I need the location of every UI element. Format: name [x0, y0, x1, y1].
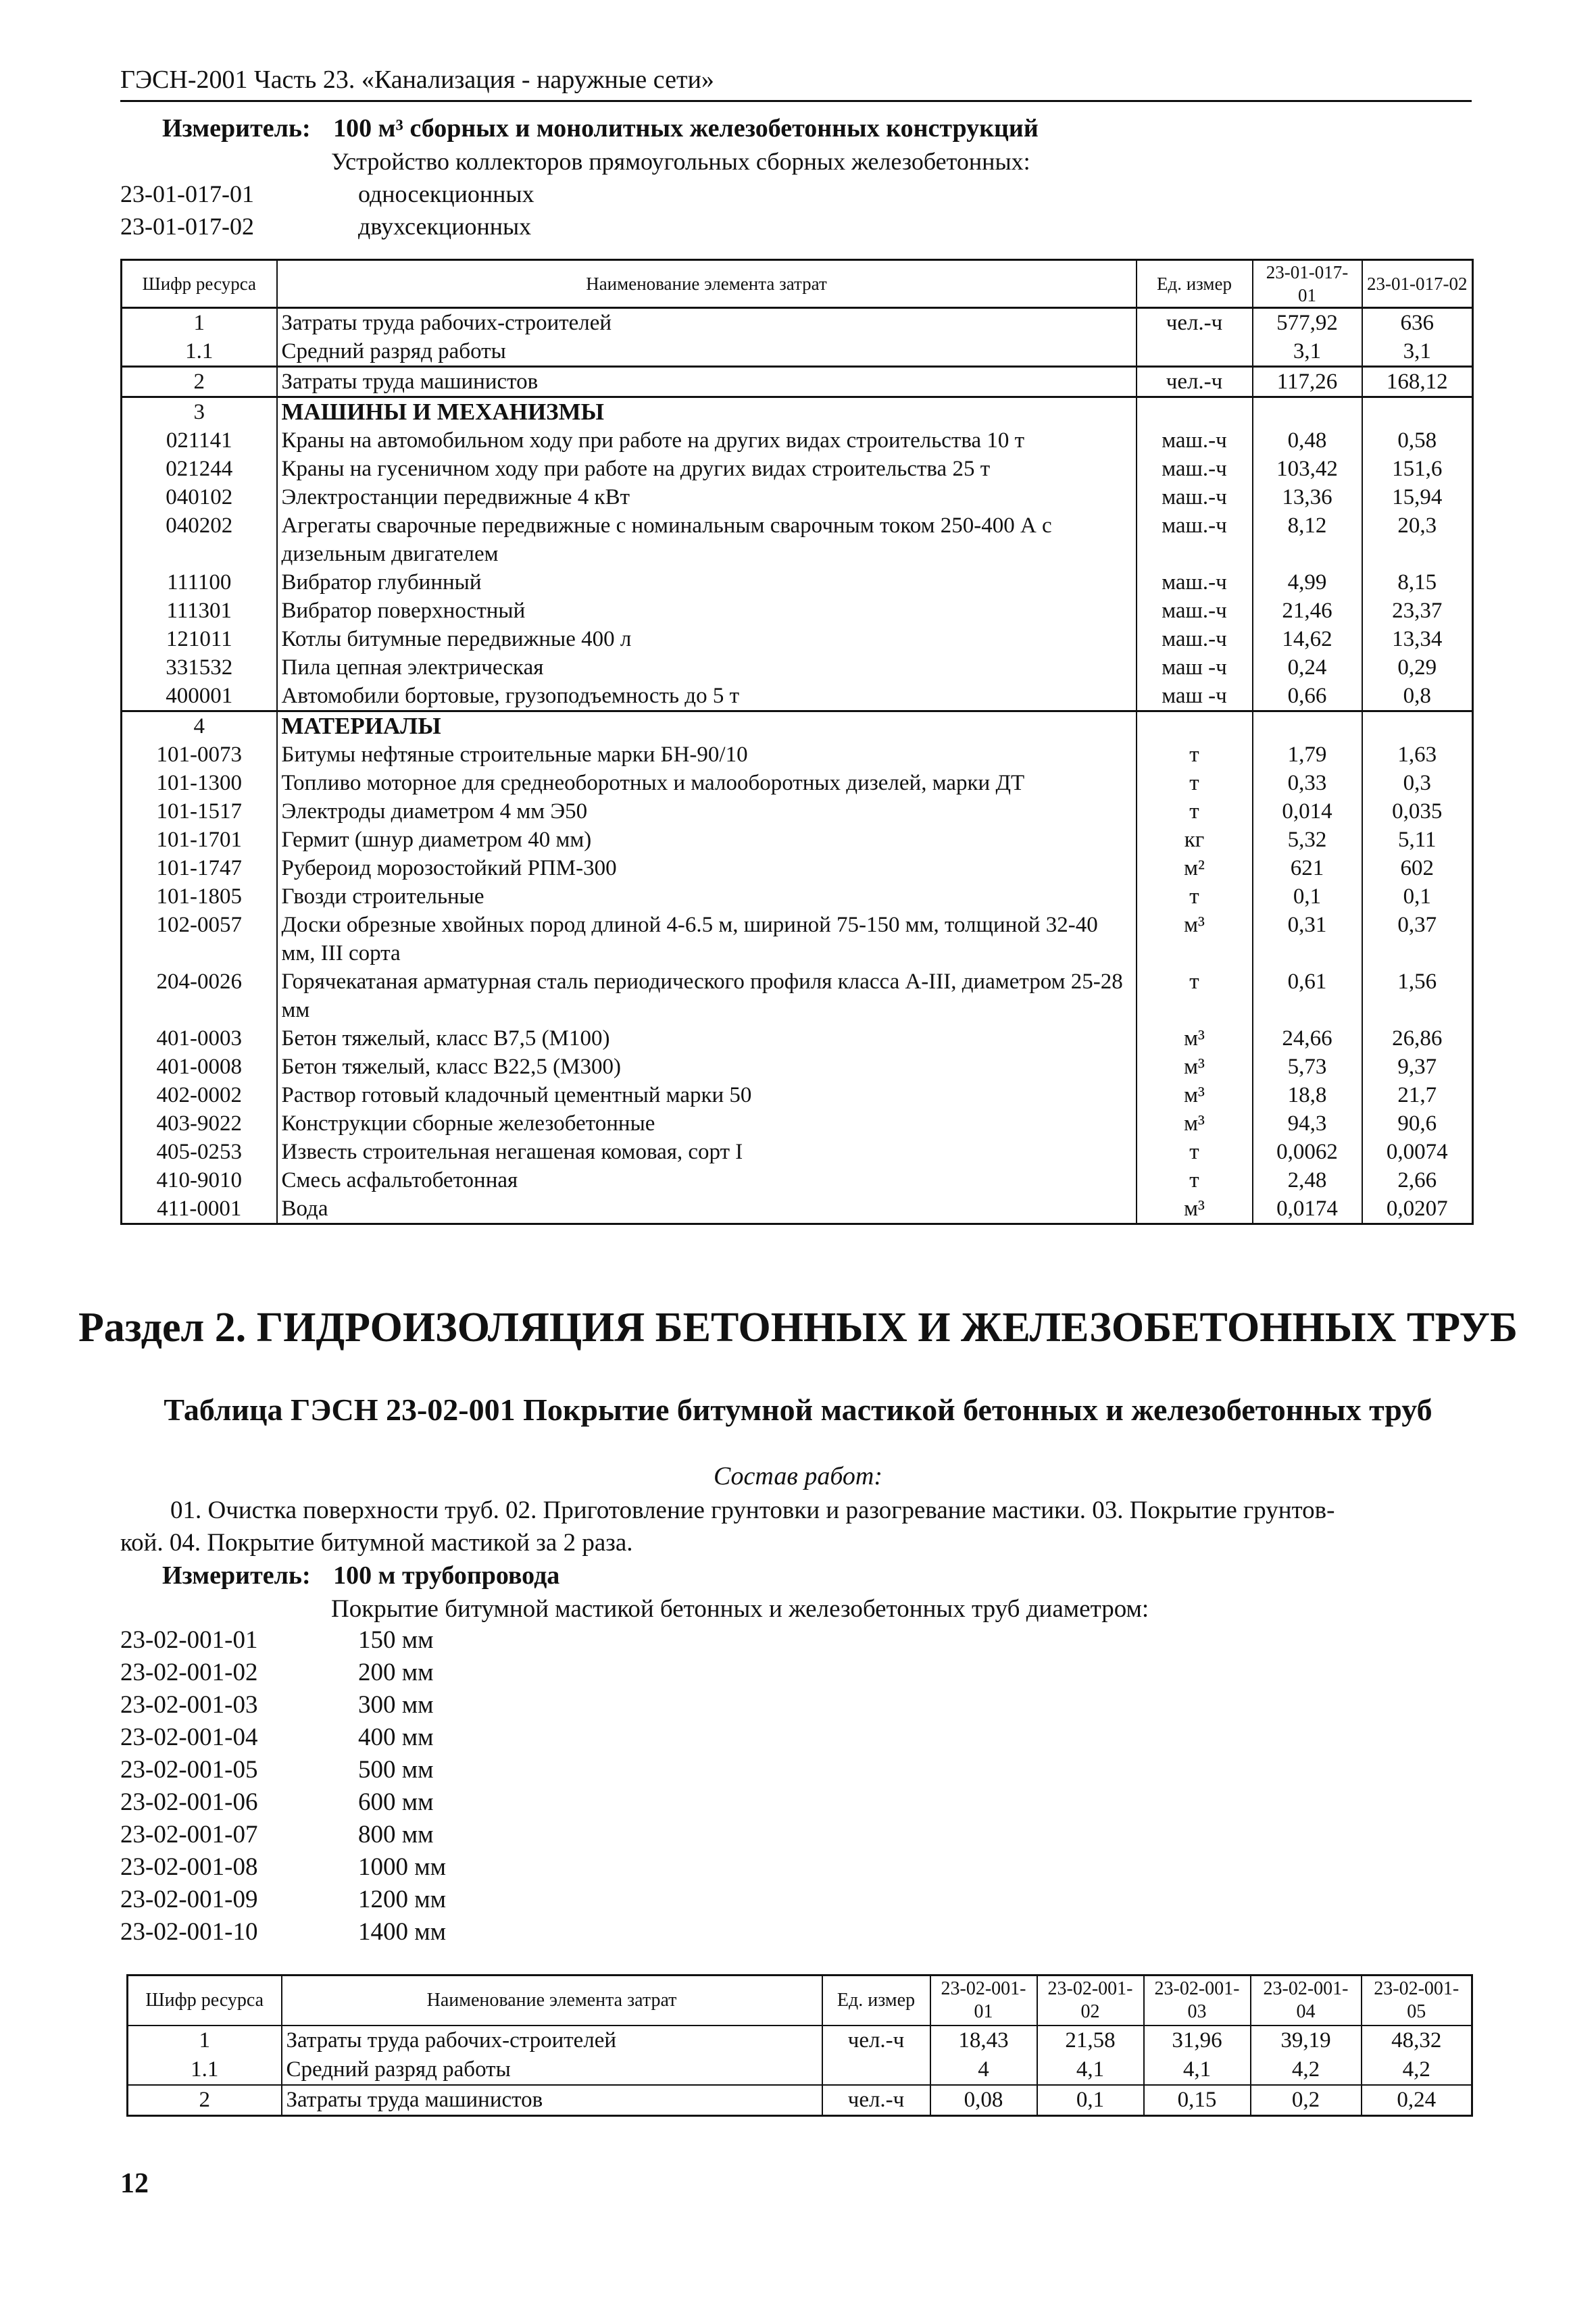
cost-element-cell: Бетон тяжелый, класс В7,5 (М100)	[277, 1024, 1137, 1053]
code-label: 23-02-001-03	[120, 1691, 258, 1719]
resource-code-cell: 101-1300	[122, 769, 277, 797]
table-row	[122, 511, 1473, 568]
code-row	[120, 1690, 728, 1719]
column-header: Наименование элемента затрат	[282, 1976, 822, 2026]
measurer-value: 100 м³ сборных и монолитных железобетонных конструкций	[333, 114, 1039, 143]
code-label: 23-02-001-07	[120, 1821, 258, 1848]
table-row	[122, 682, 1473, 711]
value-cell: 0,0062	[1253, 1138, 1362, 1166]
value-cell: 90,6	[1362, 1109, 1473, 1138]
value-cell: 18,43	[930, 2026, 1037, 2055]
value-cell	[1253, 397, 1362, 427]
column-header: Ед. измер	[1137, 260, 1253, 308]
column-header: Шифр ресурса	[128, 1976, 282, 2026]
code-label: 23-02-001-10	[120, 1918, 258, 1946]
value-cell: 4,1	[1037, 2055, 1144, 2085]
table-row	[122, 882, 1473, 911]
resource-code-cell: 1.1	[122, 337, 277, 367]
value-cell	[1362, 711, 1473, 741]
column-header: Наименование элемента затрат	[277, 260, 1137, 308]
value-cell: 0,15	[1144, 2085, 1251, 2116]
value-cell: 13,34	[1362, 625, 1473, 653]
value-cell: 0,014	[1253, 797, 1362, 826]
value-cell: 5,11	[1362, 826, 1473, 854]
value-cell: 168,12	[1362, 367, 1473, 397]
cost-element-cell: Гвозди строительные	[277, 882, 1137, 911]
resource-table-23-01-017	[120, 259, 1474, 1225]
value-cell: 0,33	[1253, 769, 1362, 797]
table-row	[122, 1024, 1473, 1053]
table-row	[122, 797, 1473, 826]
cost-element-cell: Краны на гусеничном ходу при работе на других видах строительства 25 т	[277, 455, 1137, 483]
resource-code-cell: 101-1701	[122, 826, 277, 854]
value-cell: 0,31	[1253, 911, 1362, 967]
value-cell: 0,0207	[1362, 1194, 1473, 1224]
table-row	[122, 625, 1473, 653]
value-cell: 0,1	[1253, 882, 1362, 911]
value-cell: 1,79	[1253, 740, 1362, 769]
table-row	[122, 397, 1473, 427]
works-text-line2: кой. 04. Покрытие битумной мастикой за 2 раза.	[120, 1529, 633, 1557]
cost-element-cell: Горячекатаная арматурная сталь периодического профиля класса А-III, диаметром 25-28 мм	[277, 967, 1137, 1024]
cost-element-cell: Смесь асфальтобетонная	[277, 1166, 1137, 1194]
code-label: 23-02-001-02	[120, 1659, 258, 1686]
unit-cell: маш -ч	[1137, 682, 1253, 711]
table-row	[122, 483, 1473, 511]
value-cell: 117,26	[1253, 367, 1362, 397]
works-heading: Состав работ:	[713, 1462, 883, 1490]
value-cell: 3,1	[1253, 337, 1362, 367]
unit-cell: м³	[1137, 1053, 1253, 1081]
unit-cell: т	[1137, 967, 1253, 1024]
unit-cell: т	[1137, 797, 1253, 826]
table-row	[122, 1109, 1473, 1138]
value-cell: 103,42	[1253, 455, 1362, 483]
resource-code-cell: 021244	[122, 455, 277, 483]
cost-element-cell: Гермит (шнур диаметром 40 мм)	[277, 826, 1137, 854]
unit-cell: маш.-ч	[1137, 426, 1253, 455]
code-label: 23-02-001-05	[120, 1756, 258, 1784]
cost-element-cell: Средний разряд работы	[282, 2055, 822, 2085]
resource-code-cell: 400001	[122, 682, 277, 711]
cost-element-cell: Конструкции сборные железобетонные	[277, 1109, 1137, 1138]
cost-element-cell: МАШИНЫ И МЕХАНИЗМЫ	[277, 397, 1137, 427]
unit-cell: чел.-ч	[822, 2026, 930, 2055]
table-row	[122, 1053, 1473, 1081]
resource-code-cell: 405-0253	[122, 1138, 277, 1166]
value-cell: 0,1	[1362, 882, 1473, 911]
unit-cell: маш.-ч	[1137, 568, 1253, 597]
resource-code-cell: 102-0057	[122, 911, 277, 967]
resource-code-cell: 040202	[122, 511, 277, 568]
unit-cell: т	[1137, 1138, 1253, 1166]
block2-subtitle: Покрытие битумной мастикой бетонных и железобетонных труб диаметром:	[331, 1595, 1149, 1623]
table-row	[122, 1081, 1473, 1109]
code-row	[120, 1626, 728, 1655]
table-header-row	[128, 1976, 1472, 2026]
value-cell: 0,1	[1037, 2085, 1144, 2116]
value-cell: 0,0174	[1253, 1194, 1362, 1224]
cost-element-cell: Пила цепная электрическая	[277, 653, 1137, 682]
works-text-line1: 01. Очистка поверхности труб. 02. Приготовление грунтовки и разогревание мастики. 03. Покрытие грунтов-	[170, 1496, 1335, 1524]
value-cell: 23,37	[1362, 597, 1473, 625]
cost-element-cell: Затраты труда рабочих-строителей	[282, 2026, 822, 2055]
column-header: 23-02-001-03	[1144, 1976, 1251, 2026]
value-cell: 3,1	[1362, 337, 1473, 367]
resource-code-cell: 401-0003	[122, 1024, 277, 1053]
unit-cell: м³	[1137, 1194, 1253, 1224]
resource-code-cell: 402-0002	[122, 1081, 277, 1109]
code-description: 600 мм	[358, 1788, 434, 1816]
cost-element-cell: Раствор готовый кладочный цементный марки 50	[277, 1081, 1137, 1109]
resource-code-cell: 401-0008	[122, 1053, 277, 1081]
table-header-row	[122, 260, 1473, 308]
column-header: 23-02-001-01	[930, 1976, 1037, 2026]
table-row	[122, 367, 1473, 397]
code-row	[120, 1885, 728, 1914]
cost-element-cell: Агрегаты сварочные передвижные с номинальным сварочным током 250-400 А с дизельным двигателем	[277, 511, 1137, 568]
value-cell: 0,37	[1362, 911, 1473, 967]
table-row	[122, 568, 1473, 597]
resource-code-cell: 111301	[122, 597, 277, 625]
unit-cell: чел.-ч	[822, 2085, 930, 2116]
code-description: 1000 мм	[358, 1853, 447, 1881]
code-description: двухсекционных	[358, 213, 532, 240]
cost-element-cell: Затраты труда машинистов	[282, 2085, 822, 2116]
resource-code-cell: 121011	[122, 625, 277, 653]
resource-code-cell: 021141	[122, 426, 277, 455]
value-cell: 8,15	[1362, 568, 1473, 597]
value-cell: 14,62	[1253, 625, 1362, 653]
code-label: 23-02-001-01	[120, 1626, 258, 1654]
measurer-label: Измеритель:	[162, 1561, 311, 1590]
value-cell	[1362, 397, 1473, 427]
value-cell: 0,66	[1253, 682, 1362, 711]
unit-cell: т	[1137, 740, 1253, 769]
value-cell: 21,46	[1253, 597, 1362, 625]
column-header: 23-01-017-01	[1253, 260, 1362, 308]
value-cell: 26,86	[1362, 1024, 1473, 1053]
unit-cell: кг	[1137, 826, 1253, 854]
table-row	[122, 740, 1473, 769]
resource-code-cell: 1	[128, 2026, 282, 2055]
value-cell: 0,8	[1362, 682, 1473, 711]
table-row	[122, 854, 1473, 882]
column-header: 23-02-001-02	[1037, 1976, 1144, 2026]
unit-cell	[1137, 337, 1253, 367]
code-label: 23-02-001-04	[120, 1724, 258, 1751]
resource-code-cell: 2	[122, 367, 277, 397]
cost-element-cell: Средний разряд работы	[277, 337, 1137, 367]
table-row	[128, 2085, 1472, 2116]
unit-cell: маш.-ч	[1137, 455, 1253, 483]
table-row	[122, 653, 1473, 682]
value-cell: 0,2	[1251, 2085, 1362, 2116]
value-cell: 2,48	[1253, 1166, 1362, 1194]
value-cell: 0,24	[1362, 2085, 1472, 2116]
column-header: Ед. измер	[822, 1976, 930, 2026]
code-description: 200 мм	[358, 1659, 434, 1686]
cost-element-cell: Вибратор глубинный	[277, 568, 1137, 597]
resource-code-cell: 4	[122, 711, 277, 741]
table-row	[122, 597, 1473, 625]
value-cell: 21,7	[1362, 1081, 1473, 1109]
cost-element-cell: Электростанции передвижные 4 кВт	[277, 483, 1137, 511]
cost-element-cell: Топливо моторное для среднеоборотных и малооборотных дизелей, марки ДТ	[277, 769, 1137, 797]
code-label: 23-02-001-06	[120, 1788, 258, 1816]
value-cell: 0,24	[1253, 653, 1362, 682]
cost-element-cell: Бетон тяжелый, класс В22,5 (М300)	[277, 1053, 1137, 1081]
resource-code-cell: 101-0073	[122, 740, 277, 769]
measurer-value: 100 м трубопровода	[333, 1561, 560, 1590]
code-description: 800 мм	[358, 1821, 434, 1848]
value-cell: 31,96	[1144, 2026, 1251, 2055]
document-header: ГЭСН-2001 Часть 23. «Канализация - наружные сети»	[120, 66, 714, 94]
code-description: 400 мм	[358, 1724, 434, 1751]
resource-code-cell: 1	[122, 308, 277, 338]
value-cell: 621	[1253, 854, 1362, 882]
value-cell: 9,37	[1362, 1053, 1473, 1081]
cost-element-cell: МАТЕРИАЛЫ	[277, 711, 1137, 741]
cost-element-cell: Краны на автомобильном ходу при работе на других видах строительства 10 т	[277, 426, 1137, 455]
cost-element-cell: Котлы битумные передвижные 400 л	[277, 625, 1137, 653]
resource-code-cell: 3	[122, 397, 277, 427]
unit-cell: м³	[1137, 1109, 1253, 1138]
code-label: 23-01-017-01	[120, 180, 254, 207]
table-row	[122, 426, 1473, 455]
code-row	[120, 1820, 728, 1849]
resource-code-cell: 101-1805	[122, 882, 277, 911]
table-row	[128, 2026, 1472, 2055]
value-cell: 1,56	[1362, 967, 1473, 1024]
value-cell: 151,6	[1362, 455, 1473, 483]
value-cell: 48,32	[1362, 2026, 1472, 2055]
table-row	[122, 769, 1473, 797]
code-row	[120, 1853, 728, 1882]
value-cell: 0,0074	[1362, 1138, 1473, 1166]
value-cell: 39,19	[1251, 2026, 1362, 2055]
value-cell: 13,36	[1253, 483, 1362, 511]
column-header: 23-02-001-04	[1251, 1976, 1362, 2026]
value-cell: 5,73	[1253, 1053, 1362, 1081]
code-description: 150 мм	[358, 1626, 434, 1654]
code-label: 23-01-017-02	[120, 213, 254, 240]
cost-element-cell: Вода	[277, 1194, 1137, 1224]
table-row	[122, 911, 1473, 967]
block1-subtitle: Устройство коллекторов прямоугольных сборных железобетонных:	[331, 148, 1030, 175]
unit-cell	[822, 2055, 930, 2085]
value-cell: 0,3	[1362, 769, 1473, 797]
resource-code-cell: 331532	[122, 653, 277, 682]
unit-cell: м²	[1137, 854, 1253, 882]
table-row	[122, 308, 1473, 338]
header-rule	[120, 100, 1472, 102]
value-cell: 0,48	[1253, 426, 1362, 455]
cost-element-cell: Битумы нефтяные строительные марки БН-90/10	[277, 740, 1137, 769]
unit-cell: м³	[1137, 1081, 1253, 1109]
value-cell: 4	[930, 2055, 1037, 2085]
unit-cell: т	[1137, 769, 1253, 797]
unit-cell: маш.-ч	[1137, 625, 1253, 653]
value-cell: 0,08	[930, 2085, 1037, 2116]
cost-element-cell: Автомобили бортовые, грузоподъемность до 5 т	[277, 682, 1137, 711]
page-number: 12	[120, 2168, 149, 2199]
table-row	[122, 826, 1473, 854]
value-cell: 1,63	[1362, 740, 1473, 769]
resource-code-cell: 1.1	[128, 2055, 282, 2085]
value-cell: 24,66	[1253, 1024, 1362, 1053]
code-description: односекционных	[358, 180, 534, 207]
value-cell: 0,29	[1362, 653, 1473, 682]
value-cell: 4,2	[1251, 2055, 1362, 2085]
value-cell: 4,99	[1253, 568, 1362, 597]
resource-code-cell: 403-9022	[122, 1109, 277, 1138]
cost-element-cell: Рубероид морозостойкий РПМ-300	[277, 854, 1137, 882]
unit-cell: чел.-ч	[1137, 308, 1253, 338]
value-cell: 21,58	[1037, 2026, 1144, 2055]
cost-element-cell: Электроды диаметром 4 мм Э50	[277, 797, 1137, 826]
section-title: Раздел 2. ГИДРОИЗОЛЯЦИЯ БЕТОННЫХ И ЖЕЛЕЗОБЕТОННЫХ ТРУБ	[78, 1305, 1518, 1351]
code-description: 1200 мм	[358, 1886, 447, 1913]
cost-element-cell: Затраты труда машинистов	[277, 367, 1137, 397]
value-cell: 20,3	[1362, 511, 1473, 568]
column-header: 23-01-017-02	[1362, 260, 1473, 308]
value-cell: 94,3	[1253, 1109, 1362, 1138]
code-row	[120, 1917, 728, 1946]
unit-cell	[1137, 397, 1253, 427]
table-row	[128, 2055, 1472, 2085]
table-row	[122, 1138, 1473, 1166]
value-cell: 18,8	[1253, 1081, 1362, 1109]
value-cell: 5,32	[1253, 826, 1362, 854]
unit-cell: м³	[1137, 911, 1253, 967]
table-row	[122, 711, 1473, 741]
resource-table-23-02-001	[126, 1974, 1473, 2117]
code-description: 1400 мм	[358, 1918, 447, 1946]
unit-cell: м³	[1137, 1024, 1253, 1053]
code-row	[120, 1723, 728, 1752]
resource-code-cell: 411-0001	[122, 1194, 277, 1224]
table-row	[122, 967, 1473, 1024]
resource-code-cell: 2	[128, 2085, 282, 2116]
resource-code-cell: 204-0026	[122, 967, 277, 1024]
resource-code-cell: 111100	[122, 568, 277, 597]
resource-code-cell: 101-1747	[122, 854, 277, 882]
value-cell: 15,94	[1362, 483, 1473, 511]
value-cell: 577,92	[1253, 308, 1362, 338]
code-description: 500 мм	[358, 1756, 434, 1784]
column-header: 23-02-001-05	[1362, 1976, 1472, 2026]
unit-cell: маш.-ч	[1137, 483, 1253, 511]
table-row	[122, 1166, 1473, 1194]
unit-cell: т	[1137, 882, 1253, 911]
unit-cell	[1137, 711, 1253, 741]
measurer-label: Измеритель:	[162, 114, 311, 143]
value-cell: 602	[1362, 854, 1473, 882]
unit-cell: т	[1137, 1166, 1253, 1194]
cost-element-cell: Доски обрезные хвойных пород длиной 4-6.5 м, шириной 75-150 мм, толщиной 32-40 мм, III сорта	[277, 911, 1137, 967]
value-cell: 0,58	[1362, 426, 1473, 455]
code-label: 23-02-001-08	[120, 1853, 258, 1881]
cost-element-cell: Известь строительная негашеная комовая, сорт I	[277, 1138, 1137, 1166]
table-row	[122, 337, 1473, 367]
cost-element-cell: Вибратор поверхностный	[277, 597, 1137, 625]
value-cell: 0,61	[1253, 967, 1362, 1024]
code-label: 23-02-001-09	[120, 1886, 258, 1913]
value-cell: 636	[1362, 308, 1473, 338]
table-title: Таблица ГЭСН 23-02-001 Покрытие битумной мастикой бетонных и железобетонных труб	[164, 1392, 1432, 1427]
measurer-block1	[162, 114, 1039, 143]
measurer-block2	[162, 1561, 559, 1590]
unit-cell: маш.-ч	[1137, 511, 1253, 568]
value-cell: 0,035	[1362, 797, 1473, 826]
resource-code-cell: 410-9010	[122, 1166, 277, 1194]
resource-code-cell: 101-1517	[122, 797, 277, 826]
unit-cell: чел.-ч	[1137, 367, 1253, 397]
value-cell: 2,66	[1362, 1166, 1473, 1194]
column-header: Шифр ресурса	[122, 260, 277, 308]
resource-code-cell: 040102	[122, 483, 277, 511]
cost-element-cell: Затраты труда рабочих-строителей	[277, 308, 1137, 338]
value-cell	[1253, 711, 1362, 741]
value-cell: 4,2	[1362, 2055, 1472, 2085]
code-description: 300 мм	[358, 1691, 434, 1719]
table-row	[122, 455, 1473, 483]
unit-cell: маш.-ч	[1137, 597, 1253, 625]
table-row	[122, 1194, 1473, 1224]
code-row	[120, 1658, 728, 1687]
unit-cell: маш -ч	[1137, 653, 1253, 682]
value-cell: 4,1	[1144, 2055, 1251, 2085]
value-cell: 8,12	[1253, 511, 1362, 568]
code-row	[120, 1755, 728, 1784]
code-row	[120, 1788, 728, 1817]
